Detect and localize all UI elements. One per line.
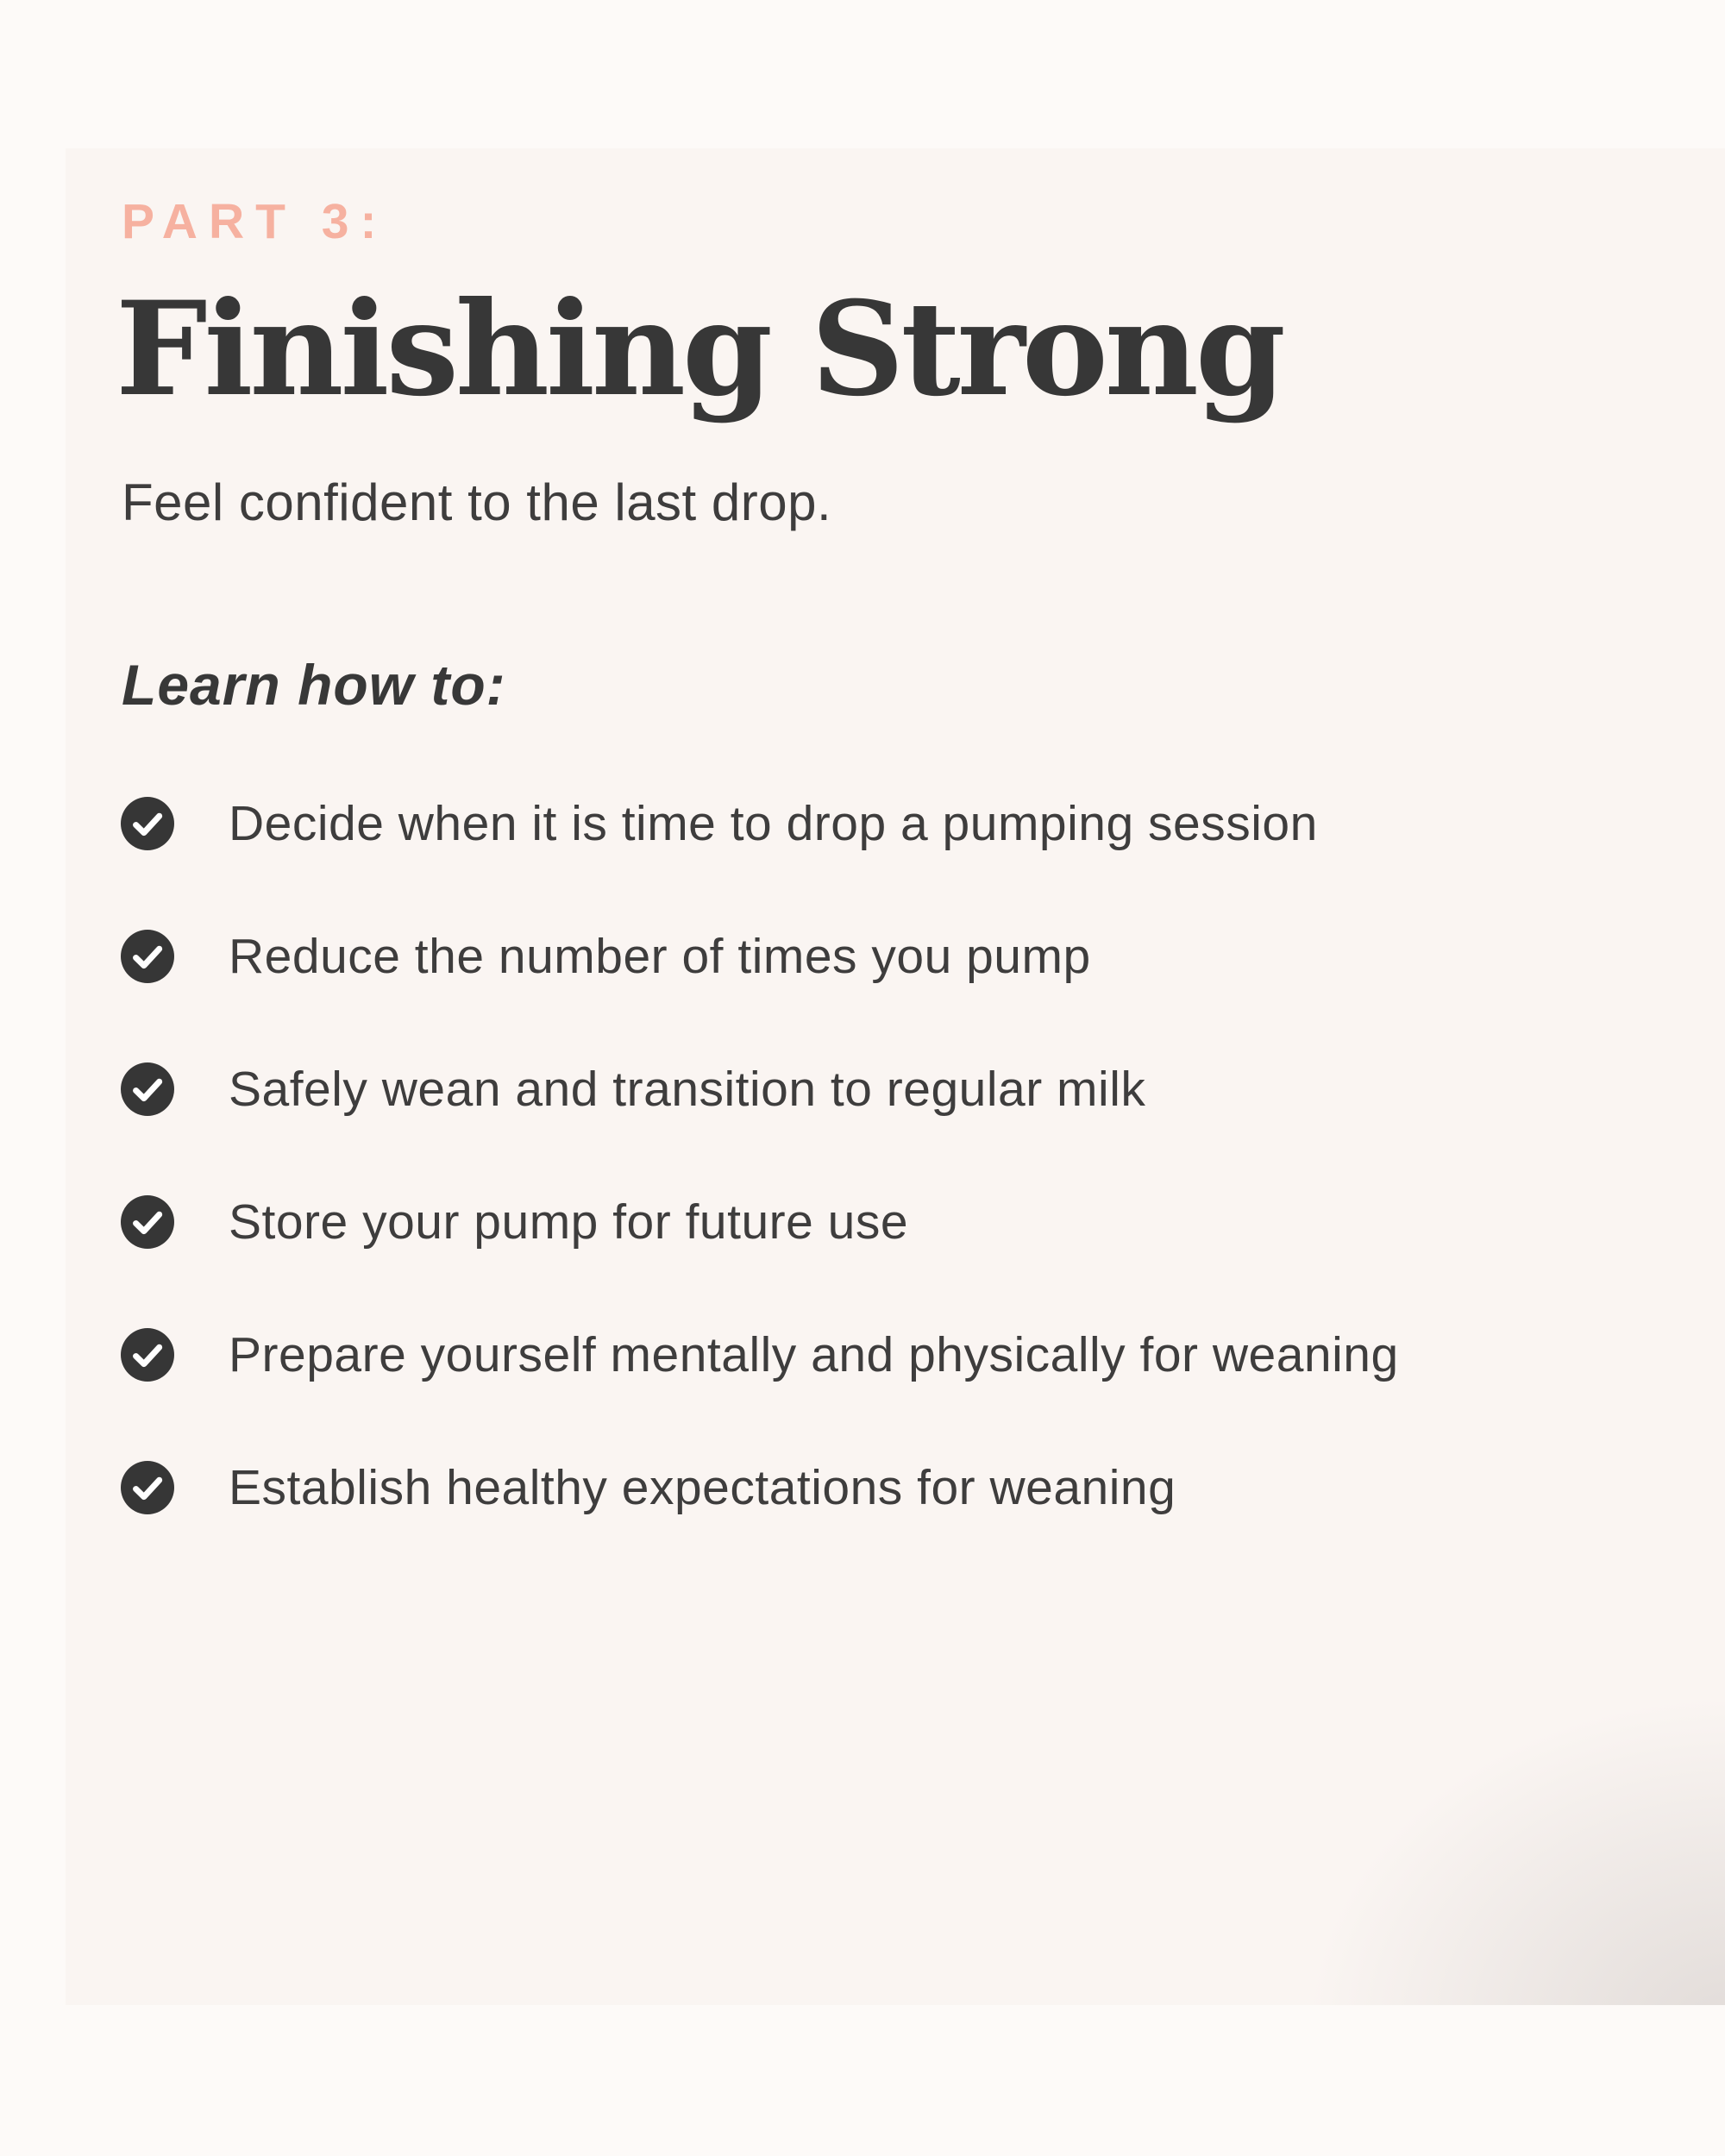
checklist-item — [121, 890, 1399, 1023]
checkmark-circle-icon — [121, 930, 174, 983]
checklist-item — [121, 1288, 1399, 1421]
checkmark-circle-icon — [121, 1062, 174, 1116]
page-title: Finishing Strong — [116, 273, 1283, 425]
checkmark-circle-icon — [121, 1195, 174, 1249]
checklist-item-text: Reduce the number of times you pump — [229, 929, 1091, 984]
checklist-item — [121, 1023, 1399, 1156]
checklist-item — [121, 757, 1399, 890]
checklist-item — [121, 1156, 1399, 1288]
checkmark-circle-icon — [121, 1328, 174, 1382]
checklist-item — [121, 1421, 1399, 1554]
checkmark-circle-icon — [121, 1461, 174, 1514]
list-heading: Learn how to: — [122, 653, 506, 717]
checklist — [121, 757, 1399, 1554]
checklist-item-text: Prepare yourself mentally and physically for weaning — [229, 1327, 1399, 1382]
page-subtitle: Feel confident to the last drop. — [122, 473, 832, 531]
checkmark-circle-icon — [121, 797, 174, 850]
checklist-item-text: Establish healthy expectations for weaning — [229, 1460, 1176, 1515]
checklist-item-text: Safely wean and transition to regular milk — [229, 1062, 1146, 1117]
checklist-item-text: Decide when it is time to drop a pumping session — [229, 796, 1318, 851]
checklist-item-text: Store your pump for future use — [229, 1194, 909, 1250]
part-label: PART 3: — [122, 194, 388, 249]
corner-shade-decoration — [1242, 1677, 1725, 2005]
